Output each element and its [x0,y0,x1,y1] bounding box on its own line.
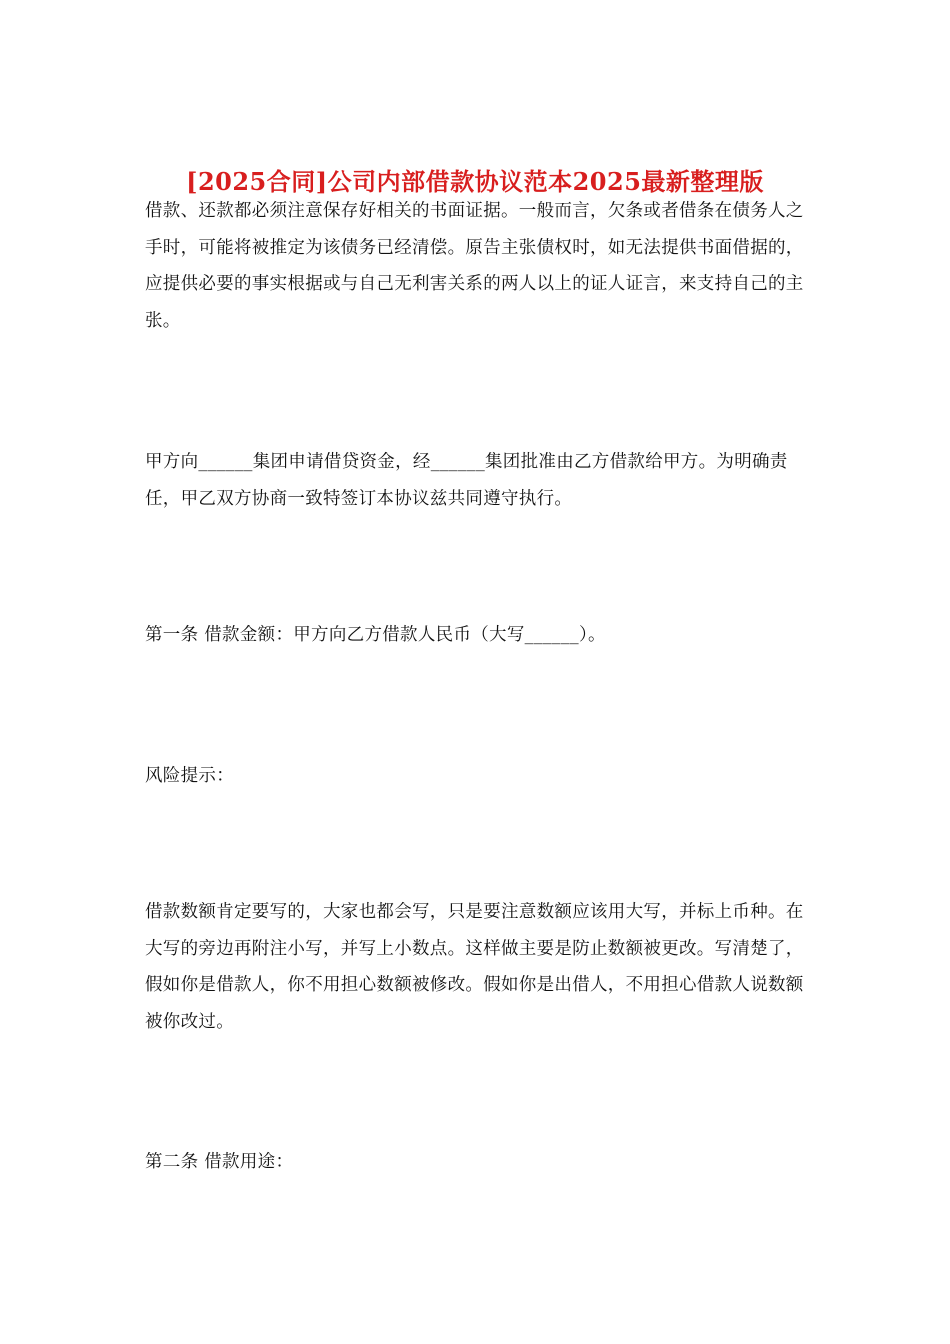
risk-notice-heading: 风险提示： [145,766,234,786]
document-title: [2025合同]公司内部借款协议范本2025最新整理版 [186,167,764,197]
risk-notice-text: 借款数额肯定要写的，大家也都会写，只是要注意数额应该用大写，并标上币种。在大写的旁边再附注小写，并写上小数点。这样做主要是防止数额被更改。写清楚了，假如你是借款人，你不用担心数额被修改。假如你是出借人，不用担心借款人说数额被你改过。 [145,902,804,1032]
paragraph-evidence-note: 借款、还款都必须注意保存好相关的书面证据。一般而言，欠条或者借条在债务人之手时，可能将被推定为该债务已经清偿。原告主张债权时，如无法提供书面借据的，应提供必要的事实根据或与自己无利害关系的两人以上的证人证言，来支持自己的主张。 [145,201,804,331]
article-1-loan-amount: 第一条 借款金额：甲方向乙方借款人民币（大写______）。 [145,625,606,645]
paragraph-preamble: 甲方向______集团申请借贷资金，经______集团批准由乙方借款给甲方。为明确责任，甲乙双方协商一致特签订本协议兹共同遵守执行。 [145,452,788,509]
article-2-loan-purpose: 第二条 借款用途： [145,1152,294,1172]
